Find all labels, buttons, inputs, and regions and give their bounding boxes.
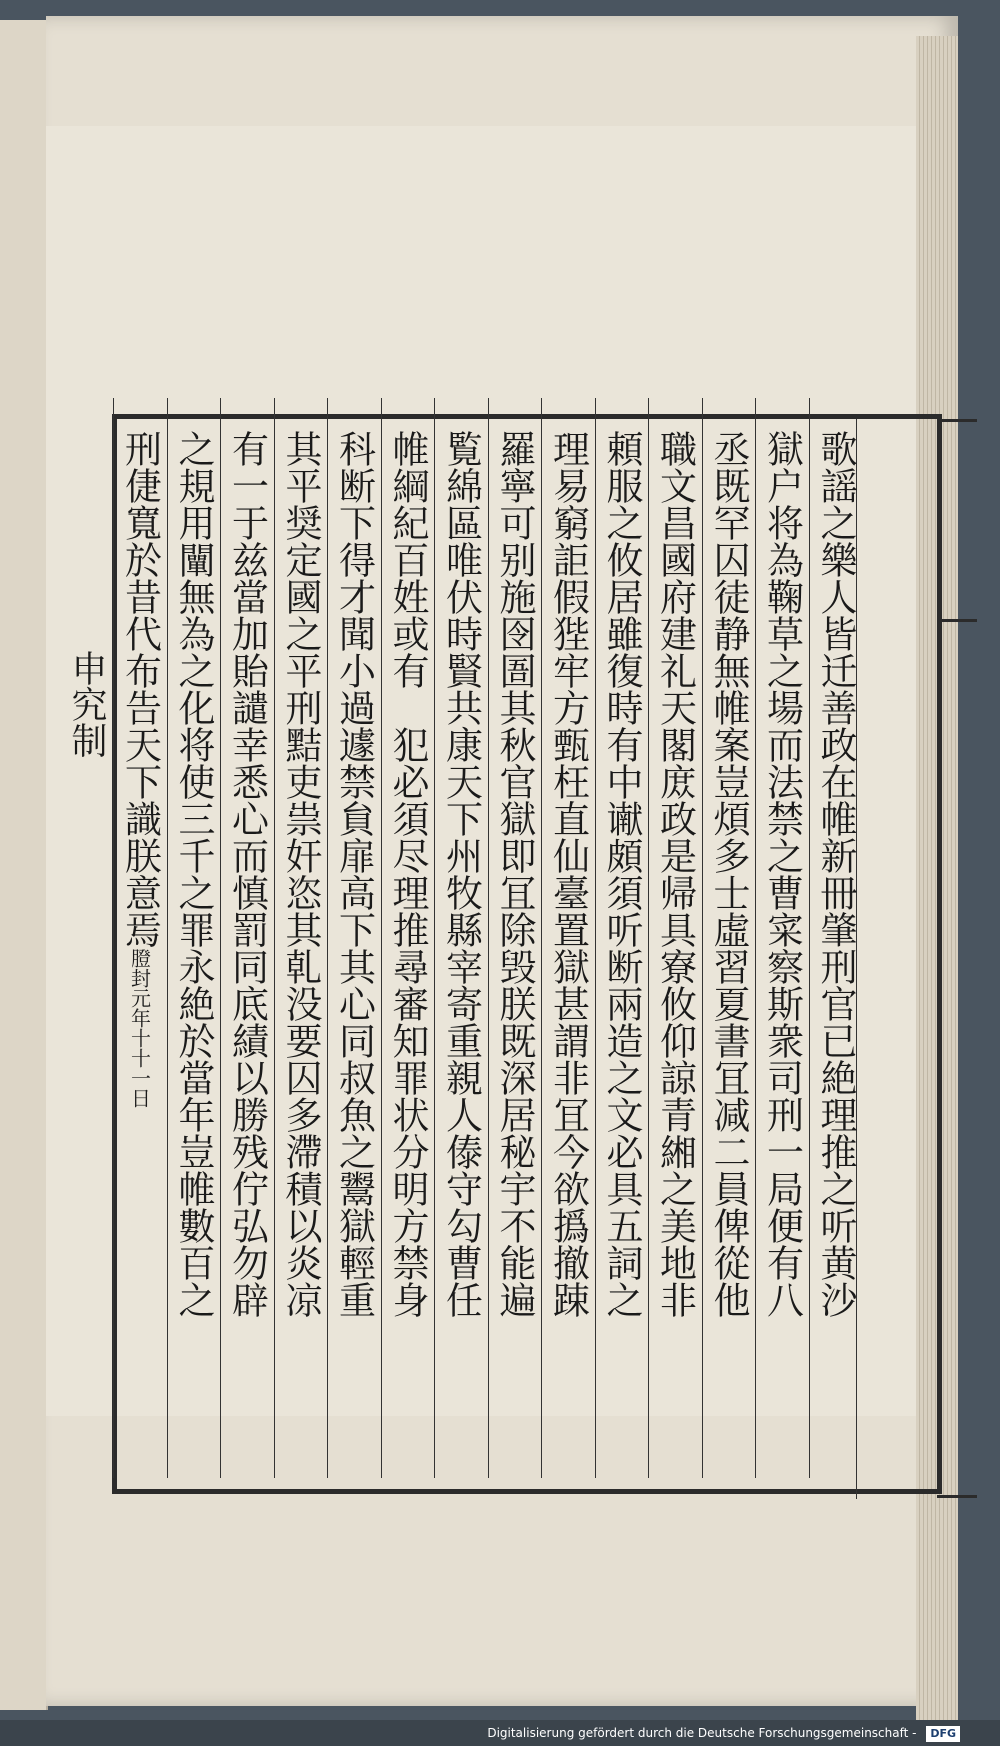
frame-tick-middle	[937, 619, 977, 622]
text-column: 理易窮詎假狴牢方甄枉直仙臺置獄甚謂非冝今欲撝撤踈	[541, 398, 595, 1478]
text-column	[113, 398, 167, 1478]
text-column: 羅寧可别施囹圄其秋官獄即冝除毁朕既深居秘宇不能遍	[488, 398, 542, 1478]
frame-tick-bottom	[937, 1495, 977, 1498]
text-column: 頼服之攸居雖復時有中谳頗須听断兩造之文必具五詞之	[595, 398, 649, 1478]
text-column: 職文昌國府建礼天閣庻政是帰具寮攸仰諒青緗之美地非	[648, 398, 702, 1478]
text-column: 之規用闡無為之化将使三千之罪永絶於當年豈帷數百之	[167, 398, 221, 1478]
text-column: 歌謡之樂人皆迁善政在帷新冊肇刑官已絶理推之听黄沙	[809, 398, 863, 1478]
text-column: 獄户将為鞠草之場而法禁之曹寀察斯衆司刑一局便有八	[755, 398, 809, 1478]
column-text: 刑倢寬於昔代布告天下識朕意焉	[118, 430, 162, 948]
date-note: 膯封元年十十一日	[127, 948, 152, 1108]
frame-tick-top	[937, 419, 977, 422]
footer-text: Digitalisierung gefördert durch die Deutsche Forschungsgemeinschaft -	[487, 1726, 917, 1740]
left-page-edge	[0, 20, 48, 1710]
text-columns	[66, 398, 862, 1478]
document-title: 申究制	[66, 650, 107, 758]
dfg-logo: DFG	[926, 1726, 960, 1742]
text-column: 帷綱紀百姓或有 犯必須尽理推尋審知罪状分明方禁身	[381, 398, 435, 1478]
text-column: 其平奨定國之平刑黠吏祟奸恣其乹没要囚多滯積以炎凉	[274, 398, 328, 1478]
footer-bar	[0, 1720, 1000, 1746]
frame-margin	[856, 419, 937, 1499]
text-column: 有一于兹當加貽譴幸悉心而慎罰同底績以勝残佇弘勿辟	[220, 398, 274, 1478]
text-column: 科断下得才聞小過遽禁貟扉高下其心同叔魚之鬻獄輕重	[327, 398, 381, 1478]
text-column: 丞既罕囚徒静無帷案豈煩多士虛習夏書冝减二員俾從他	[702, 398, 756, 1478]
text-column: 覧綿區唯伏時賢共康天下州牧縣宰寄重親人傣守勾曹任	[434, 398, 488, 1478]
